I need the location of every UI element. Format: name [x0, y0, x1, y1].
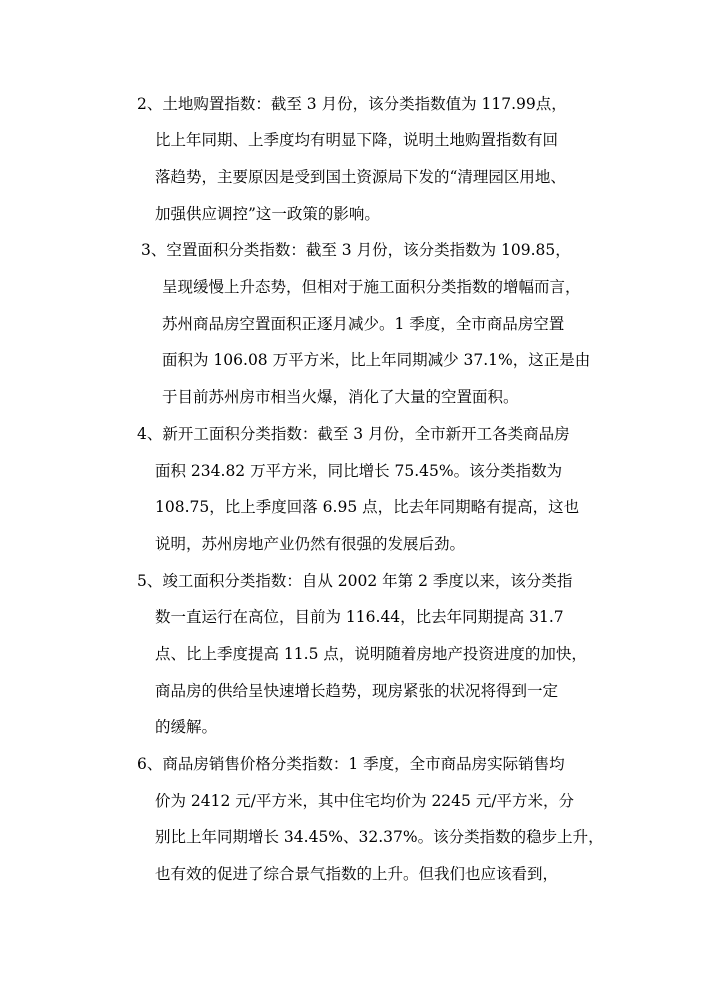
paragraph-3-line-3: 苏州商品房空置面积正逐月减少。1 季度，全市商品房空置 — [162, 315, 565, 333]
paragraph-6-line-2: 价为 2412 元/平方米，其中住宅均价为 2245 元/平方米，分 — [155, 792, 575, 810]
paragraph-3-line-2: 呈现缓慢上升态势，但相对于施工面积分类指数的增幅而言， — [162, 278, 581, 296]
paragraph-5-line-2: 数一直运行在高位，目前为 116.44，比去年同期提高 31.7 — [155, 608, 564, 626]
paragraph-2-line-1: 2、土地购置指数：截至 3 月份，该分类指数值为 117.99点， — [137, 95, 567, 113]
paragraph-5-line-4: 商品房的供给呈快速增长趋势，现房紧张的状况将得到一定 — [155, 682, 559, 700]
paragraph-4-line-3: 108.75，比上季度回落 6.95 点，比去年同期略有提高，这也 — [155, 498, 580, 516]
paragraph-4-line-1: 4、新开工面积分类指数：截至 3 月份，全市新开工各类商品房 — [137, 425, 570, 443]
paragraph-4-line-2: 面积 234.82 万平方米，同比增长 75.45%。该分类指数为 — [155, 462, 563, 480]
paragraph-2-line-4: 加强供应调控”这一政策的影响。 — [155, 205, 380, 223]
paragraph-4-line-4: 说明，苏州房地产业仍然有很强的发展后劲。 — [155, 535, 466, 553]
paragraph-2-line-3: 落趋势，主要原因是受到国土资源局下发的“清理园区用地、 — [155, 168, 566, 186]
paragraph-3-line-1: 3、空置面积分类指数：截至 3 月份，该分类指数为 109.85， — [141, 241, 571, 259]
paragraph-6-line-4: 也有效的促进了综合景气指数的上升。但我们也应该看到， — [155, 865, 559, 883]
paragraph-3-line-5: 于目前苏州房市相当火爆，消化了大量的空置面积。 — [162, 388, 519, 406]
paragraph-6-line-3: 别比上年同期增长 34.45%、32.37%。该分类指数的稳步上升， — [155, 828, 604, 846]
paragraph-2-line-2: 比上年同期、上季度均有明显下降，说明土地购置指数有回 — [155, 131, 559, 149]
paragraph-5-line-3: 点、比上季度提高 11.5 点，说明随着房地产投资进度的加快， — [155, 645, 587, 663]
paragraph-5-line-5: 的缓解。 — [155, 718, 218, 736]
paragraph-5-line-1: 5、竣工面积分类指数：自从 2002 年第 2 季度以来，该分类指 — [137, 572, 573, 590]
paragraph-3-line-4: 面积为 106.08 万平方米，比上年同期减少 37.1%，这正是由 — [162, 351, 591, 369]
paragraph-6-line-1: 6、商品房销售价格分类指数：1 季度，全市商品房实际销售均 — [137, 755, 565, 773]
